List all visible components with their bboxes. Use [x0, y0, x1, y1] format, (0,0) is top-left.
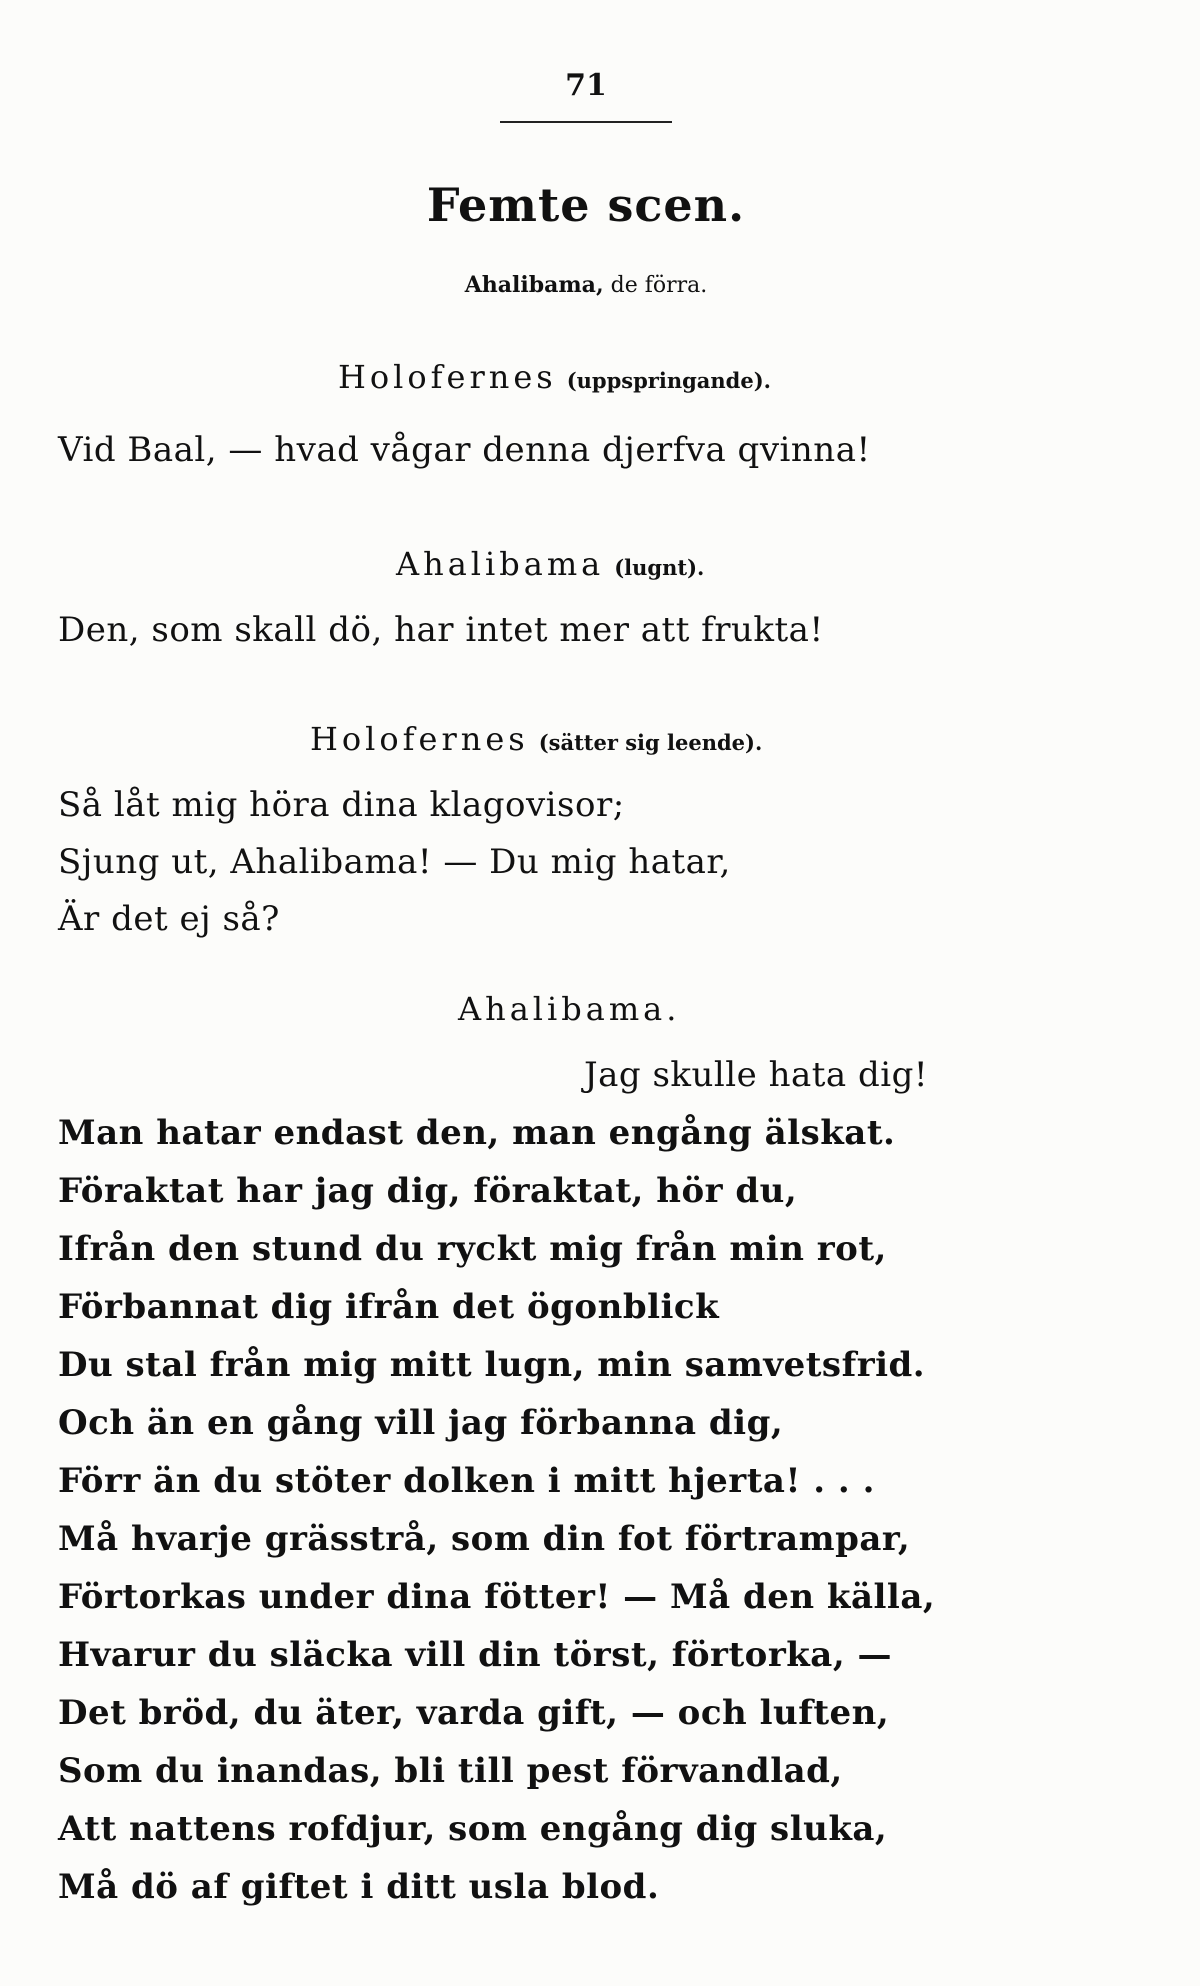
verse-line: Ifrån den stund du ryckt mig från min rot,: [58, 1229, 887, 1269]
verse-line: Så låt mig höra dina klagovisor;: [58, 785, 625, 825]
verse-line: Föraktat har jag dig, föraktat, hör du,: [58, 1171, 798, 1211]
verse-line: Jag skulle hata dig!: [584, 1055, 929, 1095]
speaker-heading: [310, 720, 762, 758]
speaker-heading: [338, 358, 771, 396]
verse-line: Du stal från mig mitt lugn, min samvetsfrid.: [58, 1345, 926, 1385]
verse-line: Det bröd, du äter, varda gift, — och luften,: [58, 1693, 890, 1733]
verse-line: Och än en gång vill jag förbanna dig,: [58, 1403, 784, 1443]
verse-line: Sjung ut, Ahalibama! — Du mig hatar,: [58, 842, 731, 882]
cast-main: Ahalibama,: [464, 272, 604, 298]
speaker-name: Ahalibama: [396, 545, 605, 583]
verse-line: Är det ej så?: [58, 899, 280, 939]
speaker-heading: [458, 990, 680, 1028]
cast-rest: de förra.: [610, 273, 708, 298]
speaker-name: Holofernes: [338, 358, 557, 396]
verse-line: Må hvarje grässtrå, som din fot förtrampar,: [58, 1519, 911, 1559]
cast-list: [0, 272, 1172, 298]
scene-title: Femte scen.: [426, 178, 746, 232]
verse-line: Att nattens rofdjur, som engång dig sluka,: [58, 1809, 888, 1849]
verse-line: Hvarur du släcka vill din törst, förtorka, —: [58, 1635, 893, 1675]
speaker-name: Holofernes: [310, 720, 529, 758]
verse-line: Må dö af giftet i ditt usla blod.: [58, 1867, 660, 1907]
header-rule: [500, 121, 672, 123]
verse-line: Vid Baal, — hvad vågar denna djerfva qvinna!: [58, 430, 871, 470]
stage-direction: (uppspringande).: [566, 368, 771, 393]
verse-line: Förtorkas under dina fötter! — Må den källa,: [58, 1577, 936, 1617]
verse-line: Förr än du stöter dolken i mitt hjerta! . . .: [58, 1461, 875, 1501]
verse-line: Man hatar endast den, man engång älskat.: [58, 1113, 896, 1153]
speaker-heading: [396, 545, 704, 583]
stage-direction: (sätter sig leende).: [538, 730, 763, 755]
verse-line: Förbannat dig ifrån det ögonblick: [58, 1287, 720, 1327]
stage-direction: (lugnt).: [614, 555, 705, 580]
page-number: 71: [565, 68, 607, 103]
speaker-name: Ahalibama.: [458, 990, 681, 1028]
verse-line: Som du inandas, bli till pest förvandlad,: [58, 1751, 843, 1791]
verse-line: Den, som skall dö, har intet mer att frukta!: [58, 610, 824, 650]
